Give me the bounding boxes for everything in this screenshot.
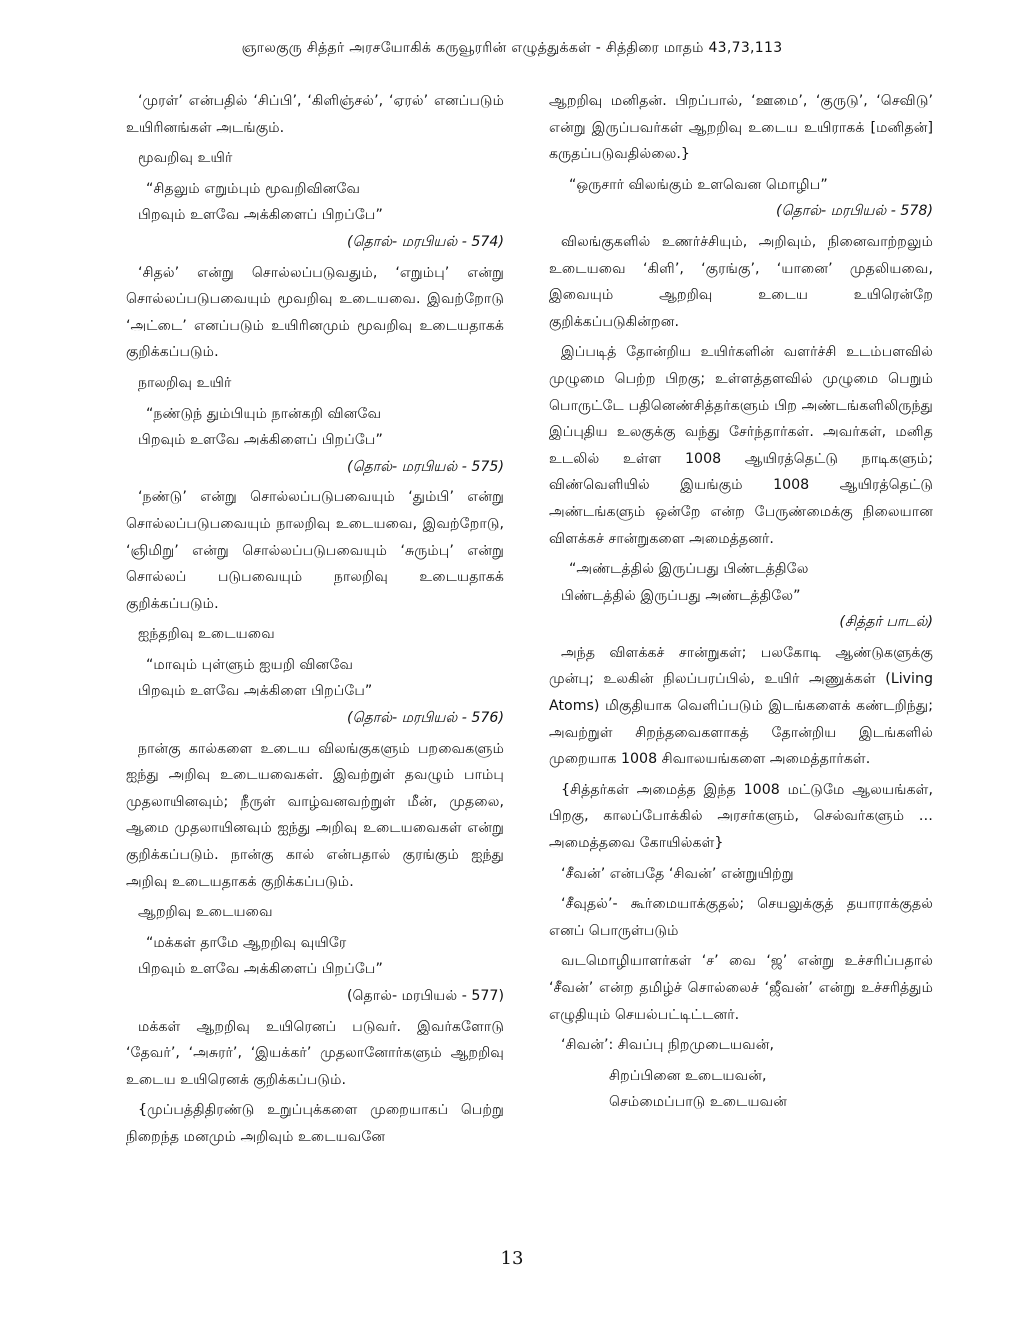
paragraph: நான்கு கால்களை உடைய விலங்குகளும் பறவைகளும் ஐந்து அறிவு உடையவைகள். இவற்றுள் தவழும் பாம்பு முதலாயினவும்; நீருள் வாழ்வனவற்றுள் மீன், முதலை, ஆமை முதலாயினவும் ஐந்து அறிவு உடையவைகள் என்று குறிக்கப்படும். நான்கு கால் என்பதால் குரங்கும் ஐந்து அறிவு உடையதாகக் குறிக்கப்படும். xyxy=(126,740,504,890)
verse-line: “அண்டத்தில் இருப்பது பிண்டத்திலே xyxy=(569,561,809,578)
paragraph: ‘சிதல்’ என்று சொல்லப்படுவதும், ‘எறும்பு’ என்று சொல்லப்படுபவையும் மூவறிவு உடையவை. இவற்றோடு ‘அட்டை’ எனப்படும் உயிரினமும் மூவறிவு உடையதாகக் குறிக்கப்படும். xyxy=(126,264,504,361)
verse-line: “மக்கள் தாமே ஆறறிவு வுயிரே xyxy=(146,934,347,951)
left-column xyxy=(126,88,504,1155)
paragraph: இப்படித் தோன்றிய உயிர்களின் வளர்ச்சி உடம்பளவில் முழுமை பெற்ற பிறகு; உள்ளத்தளவில் முழுமை பெறும் பொருட்டே பதினெண்சித்தர்களும் பிற அண்டங்களிலிருந்து இப்புதிய உலகுக்கு வந்து சேர்ந்தார்கள். அவர்கள், மனித உடலில் உள்ள 1008 ஆயிரத்தெட்டு நாடிகளும்; விண்வெளியில் இயங்கும் 1008 ஆயிரத்தெட்டு அண்டங்களும் ஒன்றே என்ற பேருண்மைக்கு நிலையான விளக்கச் சான்றுகளை அமைத்தனர். xyxy=(549,344,933,547)
section-heading: மூவறிவு உயிர் xyxy=(138,150,233,167)
paragraph: அந்த விளக்கச் சான்றுகள்; பலகோடி ஆண்டுகளுக்கு முன்பு; உலகின் நிலப்பரப்பில், உயிர் அணுக்கள் (Living Atoms) மிகுதியாக வெளிப்படும் இடங்களைக் கண்டறிந்து; அவற்றுள் சிறந்தவைகளாகத் தோன்றிய இடங்களில் முறையாக 1008 சிவாலயங்களை அமைத்தார்கள். xyxy=(549,644,933,768)
indented-line: சிறப்பினை உடையவன், xyxy=(609,1067,767,1084)
verse-line: பிண்டத்தில் இருப்பது அண்டத்திலே” xyxy=(561,587,801,604)
page-number: 13 xyxy=(500,1248,524,1269)
right-column xyxy=(549,88,933,1116)
paragraph: ‘சீவன்’ என்பதே ‘சிவன்’ என்றுயிற்று xyxy=(561,865,794,882)
verse-line: “மாவும் புள்ளும் ஐயறி வினவே xyxy=(146,656,354,673)
paragraph: ‘நண்டு’ என்று சொல்லப்படுபவையும் ‘தும்பி’ என்று சொல்லப்படுபவையும் நாலறிவு உடையவை, இவற்றோடு, ‘ஞிமிறு’ என்று சொல்லப்படுபவையும் ‘சுரும்பு’ என்று சொல்லப் படுபவையும் நாலறிவு உடையதாகக் குறிக்கப்படும். xyxy=(126,489,504,612)
paragraph: வடமொழியாளர்கள் ‘ச’ வை ‘ஜ’ என்று உச்சரிப்பதால் ‘சீவன்’ என்ற தமிழ்ச் சொல்லைச் ‘ஜீவன்’ என்று உச்சரித்தும் எழுதியும் செயல்பட்டிட்டனர். xyxy=(549,953,933,1023)
verse-line: பிறவும் உளவே அக்கிளைப் பிறப்பே” xyxy=(138,961,383,978)
paragraph: ‘சிவன்’: சிவப்பு நிறமுடையவன், xyxy=(561,1037,774,1054)
verse-line: பிறவும் உளவே அக்கிளைப் பிறப்பே” xyxy=(138,432,383,449)
verse-line: “ஒருசார் விலங்கும் உளவென மொழிப” xyxy=(569,176,828,193)
paragraph: {முப்பத்திதிரண்டு உறுப்புக்களை முறையாகப் பெற்று நிறைந்த மனமும் அறிவும் உடையவனே xyxy=(126,1102,504,1145)
verse-line: பிறவும் உளவே அக்கிளைப் பிறப்பே” xyxy=(138,207,383,224)
verse-reference: (சித்தர் பாடல்) xyxy=(839,614,933,631)
section-heading: ஐந்தறிவு உடையவை xyxy=(138,626,275,643)
running-header: ஞாலகுரு சித்தர் அரசயோகிக் கருவூரரின் எழுத்துக்கள் - சித்திரை மாதம் 43,73,113 xyxy=(241,40,783,56)
verse-line: “சிதலும் எறும்பும் மூவறிவினவே xyxy=(146,180,361,197)
paragraph: ஆறறிவு மனிதன். பிறப்பால், ‘ஊமை’, ‘குருடு’, ‘செவிடு’ என்று இருப்பவர்கள் ஆறறிவு உடைய உயிராகக் [மனிதன்] கருதப்படுவதில்லை.} xyxy=(549,93,933,163)
section-heading: நாலறிவு உயிர் xyxy=(138,374,232,391)
paragraph: விலங்குகளில் உணர்ச்சியும், அறிவும், நினைவாற்றலும் உடையவை ‘கிளி’, ‘குரங்கு’, ‘யானை’ முதலியவை, இவையும் ஆறறிவு உடைய உயிரென்றே குறிக்கப்படுகின்றன. xyxy=(549,233,933,330)
paragraph: {சித்தர்கள் அமைத்த இந்த 1008 மட்டுமே ஆலயங்கள், பிறகு, காலப்போக்கில் அரசர்களும், செல்வர்களும் … அமைத்தவை கோயில்கள்} xyxy=(549,781,933,852)
verse-reference: (தொல்- மரபியல் - 576) xyxy=(346,710,504,727)
paragraph: மக்கள் ஆறறிவு உயிரெனப் படுவர். இவர்களோடு ‘தேவர்’, ‘அசுரர்’, ‘இயக்கர்’ முதலானோர்களும் ஆறறிவு உடைய உயிரெனக் குறிக்கப்படும். xyxy=(126,1018,504,1088)
verse-reference: (தொல்- மரபியல் - 575) xyxy=(346,458,504,475)
paragraph: ‘முரள்’ என்பதில் ‘சிப்பி’, ‘கிளிஞ்சல்’, ‘ஏரல்’ எனப்படும் உயிரினங்கள் அடங்கும். xyxy=(126,93,504,136)
verse-line: “நண்டுந் தும்பியும் நான்கறி வினவே xyxy=(146,405,382,422)
paragraph: ‘சீவுதல்’- கூர்மையாக்குதல்; செயலுக்குத் தயாராக்குதல் எனப் பொருள்படும் xyxy=(549,896,933,939)
verse-line: பிறவும் உளவே அக்கிளை பிறப்பே” xyxy=(138,683,373,700)
verse-reference: (தொல்- மரபியல் - 578) xyxy=(775,203,933,220)
section-heading: ஆறறிவு உடையவை xyxy=(138,904,273,921)
verse-reference: (தொல்- மரபியல் - 577) xyxy=(346,988,504,1004)
verse-reference: (தொல்- மரபியல் - 574) xyxy=(346,233,504,250)
indented-line: செம்மைப்பாடு உடையவன் xyxy=(609,1094,787,1111)
